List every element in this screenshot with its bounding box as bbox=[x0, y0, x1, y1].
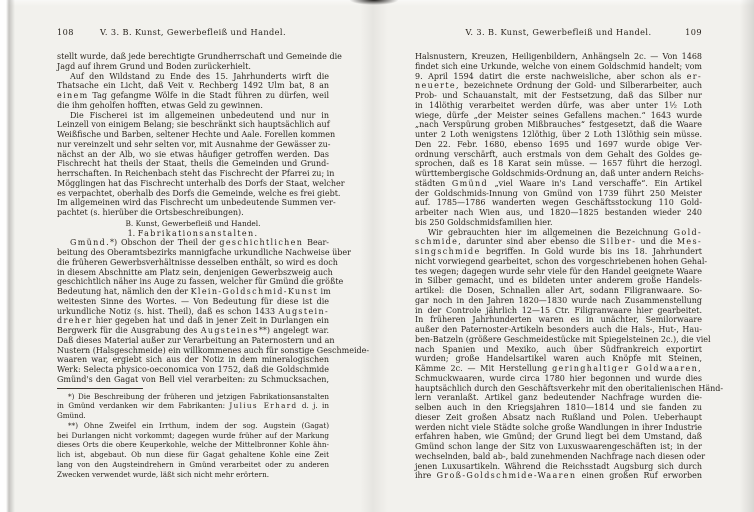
text-line: dieser Zeit großen Absatz nach Rußland und Polen. Ueberhaupt bbox=[415, 412, 702, 422]
main-text-right bbox=[415, 52, 724, 481]
text-line: Kämme 2c. — Mit Herstellung geringhaltiger Goldwaaren, bbox=[415, 364, 702, 373]
text-line: Halsnustern, Kreuzen, Heiligenbildern, Anhängseln 2c. — Von 1468 bbox=[415, 52, 702, 61]
text-line: Nustern (Halsgeschmeide) ein willkommenes auch für sonstige Geschmeide- bbox=[57, 345, 370, 355]
text-line: Die Fischerei ist im allgemeinen unbedeutend und nur in bbox=[70, 110, 329, 120]
text-line: pachtet (s. hierüber die Ortsbeschreibungen). bbox=[57, 208, 244, 217]
footnote-line: **) Ohne Zweifel ein Irrthum, indem der sog. Augstein (Gagat) bbox=[68, 420, 329, 430]
text-line: urkundliche Notiz (s. hist. Theil), daß es schon 1433 Augstein- bbox=[57, 306, 329, 316]
footnote-line: *) Die Beschreibung der früheren und jetzigen Fabrikationsanstalten bbox=[68, 391, 329, 401]
text-line: auf. 1785—1786 wanderten wegen Geschäftsstockung 110 Gold- bbox=[415, 198, 702, 208]
page-header-left bbox=[57, 27, 329, 38]
text-line: Gmünd schon lange der Sitz von Luxuswaarengeschäften ist; in der bbox=[415, 442, 702, 451]
text-line: singschmide begriffen. In Gold wurde bis ins 18. Jahrhundert bbox=[415, 247, 702, 256]
text-line: Mögglingen hat das Fischrecht unterhalb des Dorfs der Staat, welcher bbox=[57, 178, 345, 188]
text-line: dreher hier gegeben hat und daß in jener Zeit in Durlangen ein bbox=[57, 316, 329, 326]
page-number-right: 109 bbox=[685, 27, 702, 37]
text-line: tes wegen; dagegen wurde sehr viele für den Handel geeignete Waare bbox=[415, 266, 702, 276]
text-line: findet sich eine Urkunde, welche von einem Goldschmid handelt; vom bbox=[415, 61, 702, 71]
text-line: werden nicht viele Städte solche große Wandlungen in ihrer Industrie bbox=[415, 422, 702, 432]
text-line: in der Controle jährlich 12—15 Ctr. Filigranwaare hier gearbeitet. bbox=[415, 305, 702, 315]
text-line: jenen Luxusartikeln. Während die Reichsstadt Augsburg sich durch bbox=[415, 461, 702, 471]
text-line: Daß dieses Material außer zur Verarbeitung an Paternostern und an bbox=[57, 335, 335, 345]
running-title-right: V. 3. B. Kunst, Gewerbefleiß und Handel. bbox=[465, 27, 652, 37]
text-line: ben-Batzeln (größere Geschmeidestücke mit Spiegelsteinen 2c.), die viel bbox=[415, 334, 711, 344]
text-line: einem Tag gefangme Wölfe in die Stadt führen zu dürfen, weil bbox=[57, 91, 329, 100]
text-line: Werk: Selecta physico-oeconomica von 1752, daß die Goldschmide bbox=[57, 365, 329, 374]
text-line: wurden; große Handelsartikel waren auch Knöpfe mit Steinen, bbox=[415, 354, 702, 364]
text-line: der Goldschmids-Innung von Gmünd von 1739 führt 250 Meister bbox=[415, 188, 702, 198]
text-line: nicht vorwiegend gearbeitet, schon des vorgeschriebenen hohen Gehal- bbox=[415, 256, 708, 266]
page-number-left: 108 bbox=[57, 27, 74, 37]
text-line: Schmuckwaaren, wurde circa 1780 hier begonnen und wurde dies bbox=[415, 373, 702, 383]
text-line: Den 22. Febr. 1680, ebenso 1695 und 1697 wurde obige Ver- bbox=[415, 139, 702, 149]
footnote-line: lang von den Augsteindrehern in Gmünd verarbeitet oder zu anderen bbox=[57, 460, 329, 470]
text-line: städten Gmünd „viel Waare in's Land verschaffe“. Ein Artikel bbox=[415, 178, 703, 188]
text-line: Leinzell von einigem Belang; sie beschränkt sich hauptsächlich auf bbox=[57, 120, 330, 130]
text-line: nur vereinzelt und sehr selten vor, mit Ausnahme der Gewässer zu- bbox=[57, 139, 331, 149]
page-right-109 bbox=[373, 0, 754, 512]
text-line: nach Spanien und Mexiko, auch über Südfrankreich exportirt bbox=[415, 344, 702, 354]
text-line: stellt wurde, daß jede berechtigte Grundherrschaft und Gemeinde die bbox=[57, 52, 342, 61]
footnote-line: in Gmünd verdanken wir dem Fabrikanten: Julius Erhard d. j. in bbox=[57, 401, 329, 411]
text-line: lern veranlaßt. Artikel ganz bedeutender Nachfrage wurden die- bbox=[415, 393, 702, 403]
text-line: wechselnden, bald ab-, bald zunehmenden Nachfrage nach diesen oder bbox=[415, 451, 706, 461]
text-line: Weißfische und Barben, seltener Hechte und Aale. Forellen kommen bbox=[57, 130, 336, 139]
page-left-108 bbox=[0, 0, 373, 512]
text-line: gar noch in den Jahren 1820—1830 wurde nach Zusammenstellung bbox=[415, 295, 702, 305]
text-line: ihre Groß-Goldschmide-Waaren einen großen Ruf erworben bbox=[415, 471, 703, 481]
text-line: bis 250 Goldschmidsfamilien hier. bbox=[415, 217, 553, 227]
text-line: ordnung verschärft, auch erstmals von dem Gehalt des Goldes ge- bbox=[415, 149, 702, 159]
text-line: 9. April 1594 datirt die erste nachweisliche, aber schon als er- bbox=[415, 71, 702, 81]
text-line: B. Kunst, Gewerbefleiß und Handel. bbox=[125, 218, 261, 228]
text-line: unter 2 Loth wenigstens 12löthig, über 2 Loth 13löthig sein müsse. bbox=[415, 130, 702, 139]
text-line: schmide, darunter sind aber ebenso die Silber- und die Mes- bbox=[415, 237, 703, 247]
text-line: herrschaften. In Reichenbach steht das Fischrecht der Pfarrei zu; in bbox=[57, 169, 335, 178]
text-line: waaren war, ergiebt sich aus der Notiz in dem mineralogischen bbox=[57, 355, 329, 365]
text-line: Gmünd's den Gagat von Bell viel verarbeiten: zu Schmucksachen, bbox=[57, 374, 329, 384]
text-line: außer den Paternoster-Artikeln besonders auch die Hals-, Hut-, Hau- bbox=[415, 325, 702, 334]
text-line: hauptsächlich durch den Geschäftsverkehr mit den oberitalienischen Händ- bbox=[415, 383, 724, 393]
text-line: wiege, dürfe „der Meister seines Gefallens machen.“ 1643 wurde bbox=[415, 110, 702, 120]
running-title-left: V. 3. B. Kunst, Gewerbefleiß und Handel. bbox=[100, 27, 286, 37]
text-line: Gmünd.*) Obschon der Theil der geschichtlichen Bear- bbox=[70, 238, 329, 248]
text-line: sprochen, daß es 18 Karat sein müsse. — 1657 führt die herzogl. bbox=[415, 159, 702, 169]
text-line: Thatsache ein Licht, daß Veit v. Rechberg 1492 Ulm bat, 8 an bbox=[57, 81, 329, 91]
text-line: selben auch in den Kriegsjahren 1810—1814 und sie fanden zu bbox=[415, 403, 702, 412]
text-line: weitesten Sinne des Wortes. — Von Bedeutung für diese ist die bbox=[57, 296, 329, 306]
text-line: beitung des Oberamtsbezirks mannigfache urkundliche Nachweise über bbox=[57, 248, 351, 257]
text-line: die ihm geholfen hofften, etwas Geld zu gewinnen. bbox=[57, 100, 263, 110]
text-line: erfahren haben, wie Gmünd; der Grund liegt bei dem Umstand, daß bbox=[415, 432, 702, 442]
text-line: „nach Verspürung groben Mißbrauches“ festgesetzt, daß die Waare bbox=[415, 120, 702, 130]
footnote-line: dieses Orts die obere Keuperkohle, welche der Mittelbronner Kohle ähn- bbox=[57, 440, 329, 450]
text-line: Fischrecht hat theils der Staat, theils die Gemeinden und Grund- bbox=[57, 159, 329, 169]
text-line: Im allgemeinen wird das Fischrecht um unbedeutende Summen ver- bbox=[57, 198, 336, 208]
main-text-left bbox=[57, 52, 370, 385]
text-line: neuerte, bezeichnete Ordnung der Gold- und Silberarbeiter, auch bbox=[415, 81, 702, 91]
footnotes-left bbox=[57, 392, 329, 480]
text-line: württembergische Goldschmids-Ordnung an, daß unter andern Reichs- bbox=[415, 169, 704, 178]
text-line: Bergwerk für die Ausgrabung des Augsteines**) angelegt war. bbox=[57, 326, 330, 335]
text-line: nächst an der Alb, wo sie etwas häufiger getroffen werden. Das bbox=[57, 149, 329, 159]
text-line: die früheren Gewerbsverhältnisse desselben enthält, so wird es doch bbox=[57, 257, 338, 267]
text-line: in diesem Abschnitte am Platz sein, denjenigen Gewerbszweig auch bbox=[57, 267, 333, 277]
text-line: es verpachtet, oberhalb des Dorfs die Gemeinde, welche es frei giebt. bbox=[57, 188, 341, 198]
footnote-line: lich ist, abgebaut. Ob nun diese für Gagat gehaltene Kohle eine Zeit bbox=[57, 450, 329, 460]
text-line: arbeiter nach Wien aus, und 1820—1825 bestanden wieder 240 bbox=[415, 208, 702, 217]
text-line: geschichtlich näher ins Auge zu fassen, welcher für Gmünd die größte bbox=[57, 277, 344, 287]
text-line: artikel: die Dosen, Schnallen aller Art, sodann Filigranwaare. So- bbox=[415, 286, 702, 295]
text-line: Bedeutung hat, nämlich den der Klein-Goldschmid-Kunst im bbox=[57, 287, 331, 296]
text-line: Prob- und Schauanstalt, mit der Festsetzung, daß das Silber nur bbox=[415, 91, 702, 100]
text-line: In früheren Jahrhunderten waren es in unächter, Semilorwaare bbox=[415, 315, 702, 325]
text-line: Wir gebrauchten hier im allgemeinen die Bezeichnung Gold- bbox=[428, 227, 702, 237]
text-line: in Silber gemacht, und es bildeten unter anderem große Handels- bbox=[415, 276, 702, 286]
footnote-line: Zwecken verwendet wurde, läßt sich nicht mehr erörtern. bbox=[57, 469, 270, 479]
footnote-line: bei Durlangen nicht vorkommt; dagegen wurde früher auf der Markung bbox=[57, 430, 329, 440]
text-line: 1. Fabrikationsanstalten. bbox=[127, 228, 259, 238]
footnote-rule bbox=[57, 388, 143, 389]
page-header-right bbox=[415, 27, 702, 38]
text-line: Jagd auf ihrem Grund und Boden zurückerhielt. bbox=[57, 61, 251, 71]
text-line: in 14löthig verarbeitet werden dürfe, was aber unter 1½ Loth bbox=[415, 100, 702, 110]
footnote-line: Gmünd. bbox=[57, 411, 86, 421]
text-line: Auf den Wildstand zu Ende des 15. Jahrhunderts wirft die bbox=[70, 71, 329, 81]
